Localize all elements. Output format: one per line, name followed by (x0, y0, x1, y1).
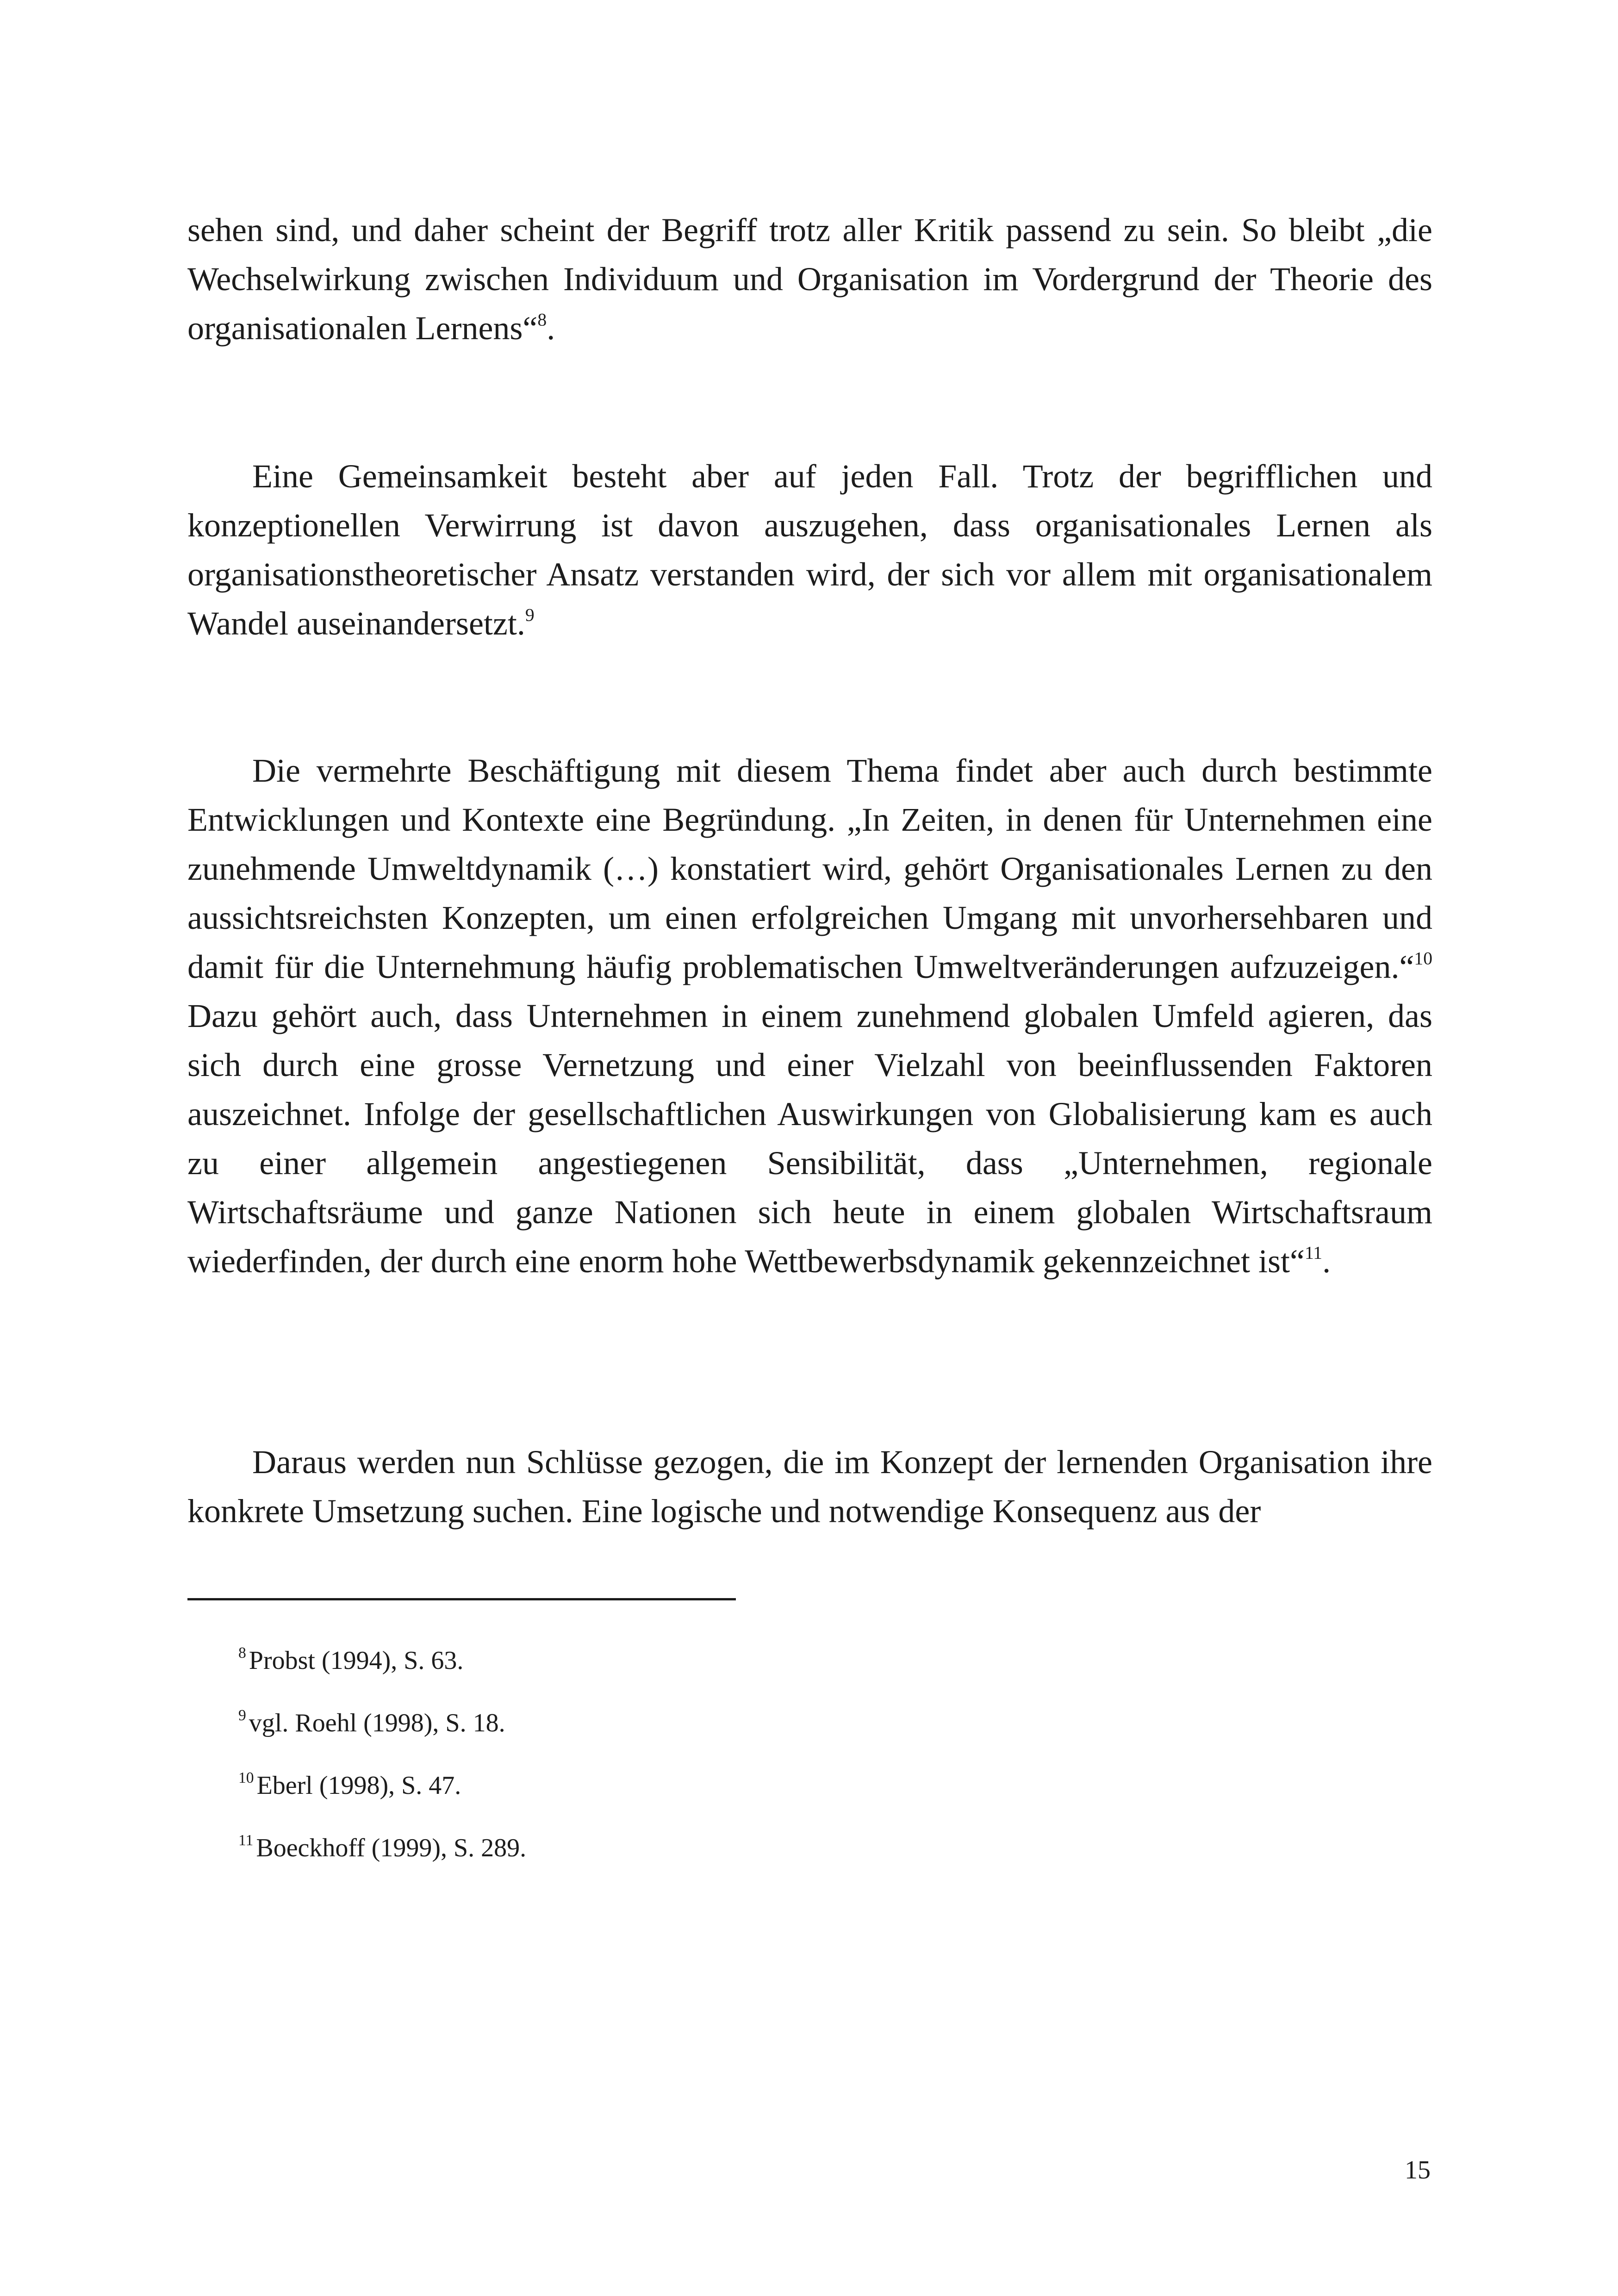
footnote-text: Boeckhoff (1999), S. 289. (256, 1834, 527, 1862)
paragraph-1-tail: . (547, 310, 555, 347)
footnote-text: Eberl (1998), S. 47. (256, 1771, 461, 1800)
paragraph-3-tail: . (1322, 1243, 1331, 1280)
page-number: 15 (1405, 2156, 1431, 2184)
paragraph-1 (187, 205, 1432, 353)
paragraph-1-text: sehen sind, und daher scheint der Begriff trotz aller Kritik passend zu sein. So bleibt „die Wechselwirkung zwischen Individuum und Organisation im Vordergrund der Theorie des organisationalen Lernens“ (187, 212, 1432, 347)
paragraph-3-text-b: Dazu gehört auch, dass Unternehmen in einem zunehmend globalen Umfeld agieren, das sich durch eine grosse Vernetzung und einer Vielzahl von beeinflussenden Faktoren auszeichnet. Infolge der gesellschaftlichen Auswirkungen von Globalisierung kam es auch zu einer allgemein angestiegenen Sensibilität, dass „Unternehmen, regionale Wirtschaftsräume und ganze Nationen sich heute in einem globalen Wirtschaftsraum wiederfinden, der durch eine enorm hohe Wettbewerbsdynamik gekennzeichnet ist“ (187, 997, 1432, 1280)
paragraph-4 (187, 1437, 1432, 1536)
footnote-text: vgl. Roehl (1998), S. 18. (249, 1709, 505, 1737)
paragraph-2 (187, 452, 1432, 648)
paragraph-3-text-a: Die vermehrte Beschäftigung mit diesem Thema findet aber auch durch bestimmte Entwicklungen und Kontexte eine Begründung. „In Zeiten, in denen für Unternehmen eine zunehmende Umweltdynamik (…) konstatiert wird, gehört Organisationales Lernen zu den aussichtsreichsten Konzepten, um einen erfolgreichen Umgang mit unvorhersehbaren und damit für die Unternehmung häufig problematischen Umweltveränderungen aufzuzeigen.“ (187, 752, 1432, 985)
paragraph-2-text: Eine Gemeinsamkeit besteht aber auf jeden Fall. Trotz der begrifflichen und konzeptionellen Verwirrung ist davon auszugehen, dass organisationales Lernen als organisationstheoretischer Ansatz verstanden wird, der sich vor allem mit organisationalem Wandel auseinandersetzt. (187, 458, 1432, 642)
footnote-number: 11 (238, 1832, 254, 1849)
footnote-separator (187, 1598, 736, 1600)
footnote-text: Probst (1994), S. 63. (249, 1646, 464, 1675)
footnote-ref-10[interactable]: 10 (1414, 948, 1432, 969)
footnote-11 (238, 1829, 1349, 1867)
paragraph-3 (187, 746, 1432, 1286)
footnote-number: 9 (238, 1707, 246, 1724)
footnote-ref-9[interactable]: 9 (525, 604, 535, 625)
footnote-9 (238, 1705, 1349, 1742)
footnotes (238, 1642, 1349, 1892)
paragraph-4-text: Daraus werden nun Schlüsse gezogen, die im Konzept der lernenden Organisation ihre konkrete Umsetzung suchen. Eine logische und notwendige Konsequenz aus der (187, 1444, 1432, 1530)
footnote-number: 10 (238, 1769, 254, 1787)
footnote-ref-11[interactable]: 11 (1304, 1242, 1323, 1263)
footnote-ref-8[interactable]: 8 (537, 309, 547, 330)
footnote-number: 8 (238, 1644, 246, 1662)
footnote-10 (238, 1767, 1349, 1804)
footnote-8 (238, 1642, 1349, 1679)
